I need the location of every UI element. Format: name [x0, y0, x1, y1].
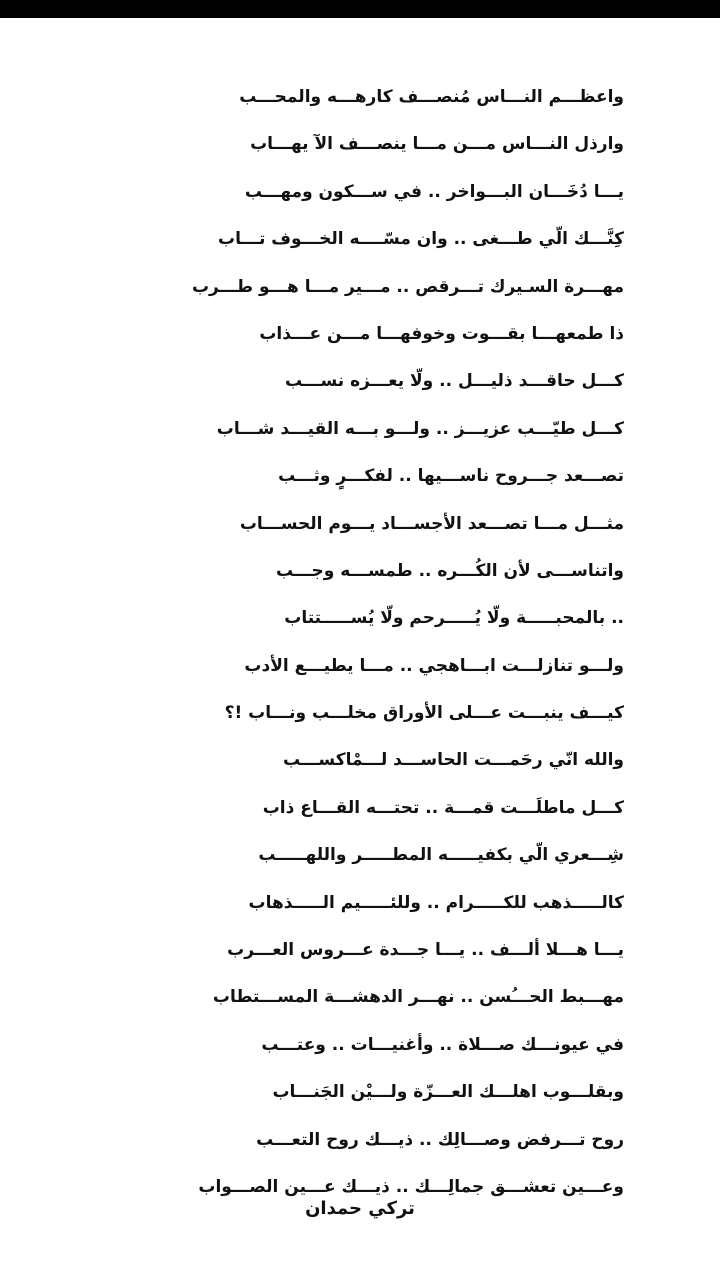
poem-line: يـــا هـــلا ألـــف .. يـــا جـــدة عـــروس العـــرب [227, 940, 624, 961]
poem-line: في عيونـــك صـــلاة .. وأغنيـــات .. وعتـــب [261, 1034, 624, 1055]
poem-line: .. بالمحبـــــة ولّا يُـــــرحم ولّا يُســـــتتاب [284, 608, 624, 629]
poem-line: مهـــرة السـيرك تـــرقص .. مـــير مـــا هـــو طـــرب [191, 276, 624, 297]
poem-line: كِنَّـــك الّي طـــغى .. وان مسّــــه الخـــوف تـــاب [218, 229, 624, 250]
author-signature: تركي حمدان [305, 1198, 415, 1219]
poem-line: ولـــو تنازلـــت ابـــاهجي .. مـــا يطيـــع الأدب [244, 655, 624, 676]
poem-line: تصـــعد جـــروح ناســـيها .. لفكـــرٍ وثـــب [278, 466, 624, 487]
poem-line: وبقلـــوب اهلـــك العـــزّة ولـــيْن الجَنـــاب [272, 1082, 624, 1103]
poem-line: وعـــين تعشـــق جمالِـــك .. ذيـــك عـــين الصـــواب [198, 1176, 624, 1197]
poem-line: واعظـــم النـــاس مُنصـــف كارهـــه والمحـــب [239, 87, 624, 107]
poem-line: شِـــعري الّي بكفيـــــه المطـــــر واللهـــــب [258, 845, 624, 866]
poem-line: والله انّي رحَمـــت الحاســـد لـــمْاكســـب [283, 750, 624, 771]
poem-line: مهـــبط الحـــُسن .. نهـــر الدهشـــة المســـتطاب [212, 987, 624, 1008]
poem-text [0, 74, 720, 1211]
poem-line: روح تـــرفض وصـــالِك .. ذيـــك روح التعـــب [256, 1129, 624, 1150]
poem-line: وارذل النـــاس مـــن مـــا ينصـــف الآ يهـــاب [250, 134, 624, 155]
poem-line: مثـــل مـــا تصـــعد الأجســـاد يـــوم الحســـاب [239, 513, 624, 534]
poem-line: واتناســـى لأن الكُـــره .. طمســـه وجـــب [276, 560, 624, 581]
poem-line: كـــل ماطلَـــت قمـــة .. تحتـــه القـــاع ذاب [262, 797, 624, 818]
poem-line: كيـــف ينبـــت عـــلى الأوراق مخلـــب ونـــاب !؟ [224, 703, 624, 724]
poem-line: ذا طمعهـــا بقـــوت وخوفهـــا مـــن عـــذاب [259, 323, 624, 344]
status-bar [0, 0, 720, 18]
poem-line: كـــل حاقـــد ذليـــل .. ولّا يعـــزه نســـب [285, 371, 624, 392]
poem-line: يـــا دُخَـــان البـــواخر .. في ســـكون ومهـــب [244, 181, 624, 202]
poem-line: كـــل طيّـــب عزيـــز .. ولـــو بـــه القيـــد شـــاب [216, 418, 624, 439]
poem-line: كالـــــذهب للكـــــرام .. وللئـــــيم الـــــذهاب [248, 892, 624, 913]
